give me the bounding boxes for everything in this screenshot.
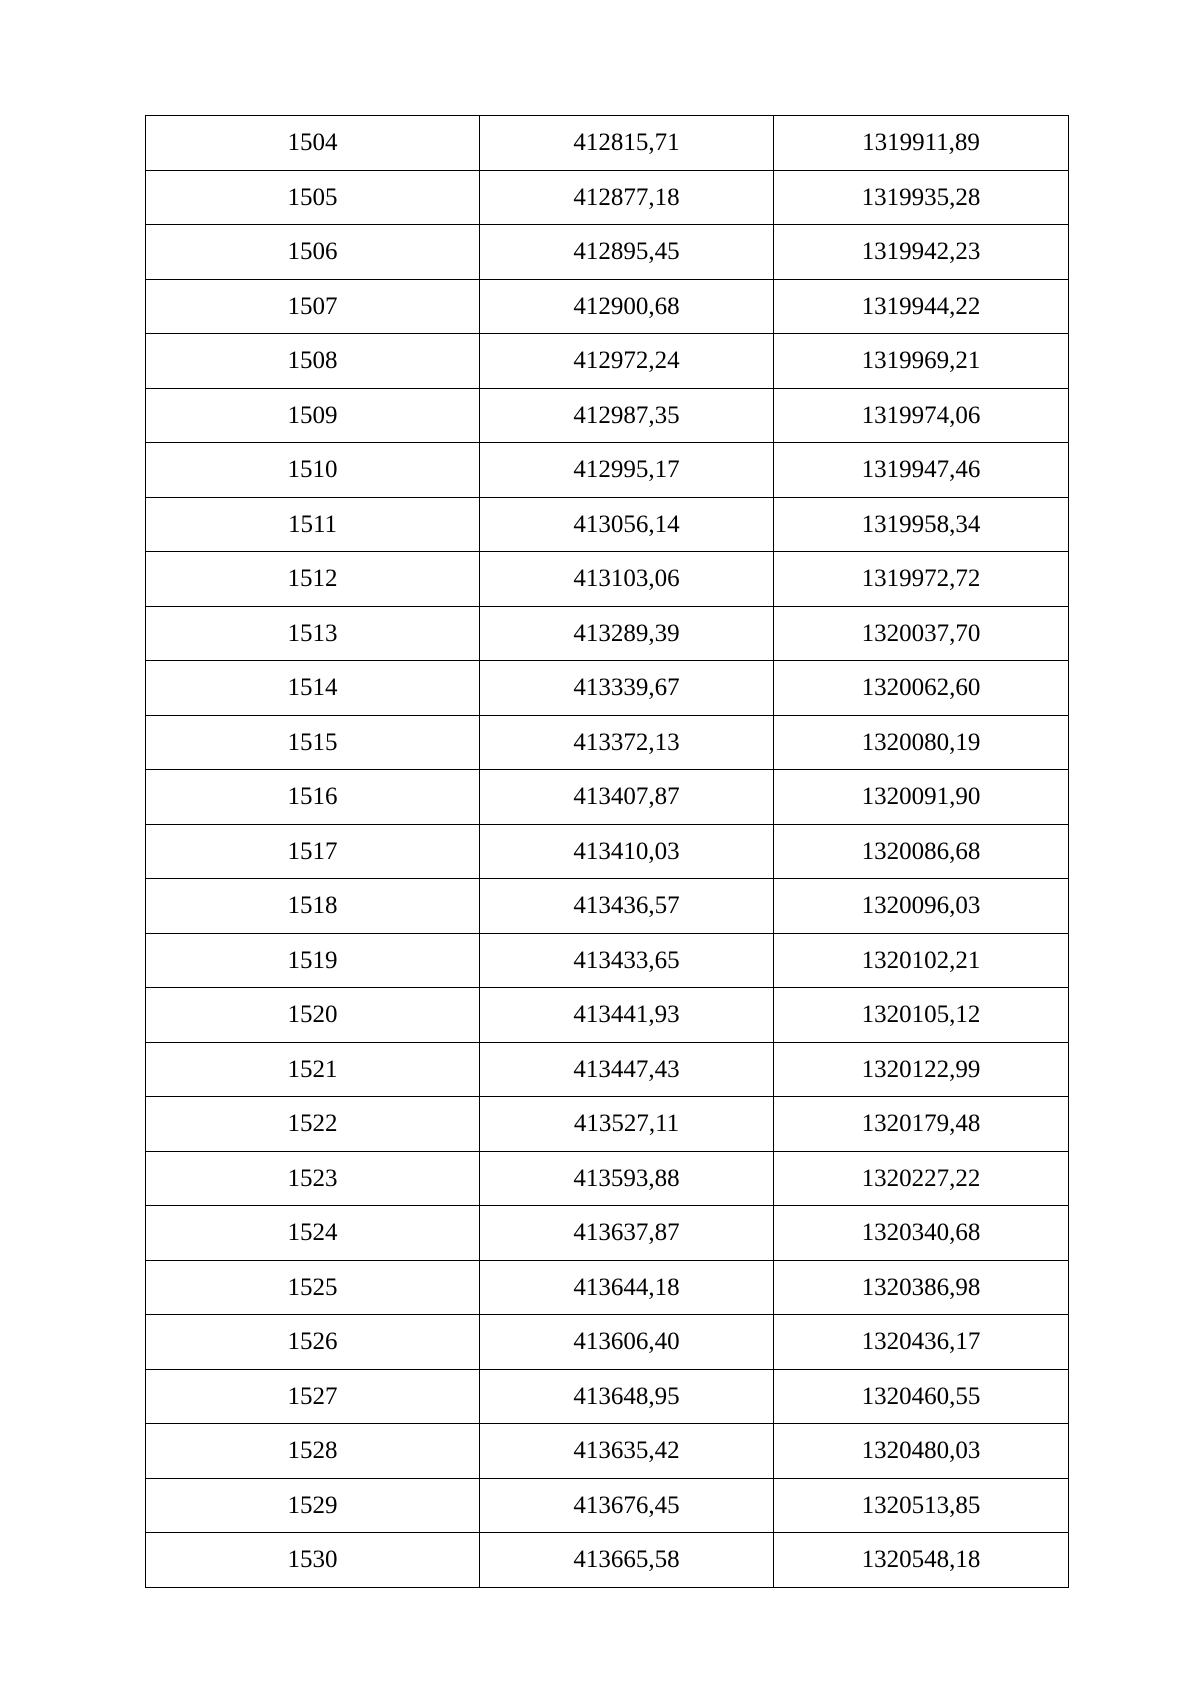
table-row (146, 1424, 1069, 1479)
x-coordinate-cell: 413339,67 (480, 661, 774, 716)
table-row (146, 170, 1069, 225)
x-coordinate-cell: 412815,71 (480, 116, 774, 171)
point-number-cell: 1528 (146, 1424, 480, 1479)
table-row (146, 1206, 1069, 1261)
table-row (146, 279, 1069, 334)
point-number-cell: 1507 (146, 279, 480, 334)
table-row (146, 933, 1069, 988)
table-row (146, 1042, 1069, 1097)
point-number-cell: 1530 (146, 1533, 480, 1588)
y-coordinate-cell: 1320062,60 (774, 661, 1069, 716)
y-coordinate-cell: 1319947,46 (774, 443, 1069, 498)
point-number-cell: 1518 (146, 879, 480, 934)
point-number-cell: 1521 (146, 1042, 480, 1097)
x-coordinate-cell: 413407,87 (480, 770, 774, 825)
table-row (146, 661, 1069, 716)
point-number-cell: 1519 (146, 933, 480, 988)
table-row (146, 1315, 1069, 1370)
table-row (146, 1151, 1069, 1206)
point-number-cell: 1515 (146, 715, 480, 770)
y-coordinate-cell: 1319942,23 (774, 225, 1069, 280)
y-coordinate-cell: 1319972,72 (774, 552, 1069, 607)
y-coordinate-cell: 1320548,18 (774, 1533, 1069, 1588)
coordinates-table-body (146, 116, 1069, 1588)
x-coordinate-cell: 413289,39 (480, 606, 774, 661)
x-coordinate-cell: 413593,88 (480, 1151, 774, 1206)
coordinates-table (145, 115, 1069, 1588)
x-coordinate-cell: 413665,58 (480, 1533, 774, 1588)
point-number-cell: 1504 (146, 116, 480, 171)
y-coordinate-cell: 1320436,17 (774, 1315, 1069, 1370)
x-coordinate-cell: 413436,57 (480, 879, 774, 934)
table-row (146, 334, 1069, 389)
y-coordinate-cell: 1319974,06 (774, 388, 1069, 443)
point-number-cell: 1512 (146, 552, 480, 607)
point-number-cell: 1510 (146, 443, 480, 498)
x-coordinate-cell: 413433,65 (480, 933, 774, 988)
x-coordinate-cell: 412900,68 (480, 279, 774, 334)
y-coordinate-cell: 1320460,55 (774, 1369, 1069, 1424)
point-number-cell: 1517 (146, 824, 480, 879)
point-number-cell: 1526 (146, 1315, 480, 1370)
point-number-cell: 1514 (146, 661, 480, 716)
point-number-cell: 1513 (146, 606, 480, 661)
point-number-cell: 1508 (146, 334, 480, 389)
y-coordinate-cell: 1319911,89 (774, 116, 1069, 171)
point-number-cell: 1522 (146, 1097, 480, 1152)
point-number-cell: 1529 (146, 1478, 480, 1533)
table-row (146, 1369, 1069, 1424)
table-row (146, 1478, 1069, 1533)
y-coordinate-cell: 1320179,48 (774, 1097, 1069, 1152)
table-row (146, 715, 1069, 770)
x-coordinate-cell: 412972,24 (480, 334, 774, 389)
x-coordinate-cell: 413447,43 (480, 1042, 774, 1097)
x-coordinate-cell: 413676,45 (480, 1478, 774, 1533)
table-row (146, 497, 1069, 552)
point-number-cell: 1509 (146, 388, 480, 443)
y-coordinate-cell: 1320513,85 (774, 1478, 1069, 1533)
table-row (146, 552, 1069, 607)
x-coordinate-cell: 412895,45 (480, 225, 774, 280)
x-coordinate-cell: 413648,95 (480, 1369, 774, 1424)
x-coordinate-cell: 413527,11 (480, 1097, 774, 1152)
y-coordinate-cell: 1319944,22 (774, 279, 1069, 334)
x-coordinate-cell: 413056,14 (480, 497, 774, 552)
y-coordinate-cell: 1320091,90 (774, 770, 1069, 825)
x-coordinate-cell: 413441,93 (480, 988, 774, 1043)
x-coordinate-cell: 413372,13 (480, 715, 774, 770)
table-row (146, 1097, 1069, 1152)
x-coordinate-cell: 413635,42 (480, 1424, 774, 1479)
point-number-cell: 1505 (146, 170, 480, 225)
table-row (146, 225, 1069, 280)
x-coordinate-cell: 413637,87 (480, 1206, 774, 1261)
table-row (146, 116, 1069, 171)
y-coordinate-cell: 1320227,22 (774, 1151, 1069, 1206)
table-row (146, 824, 1069, 879)
table-row (146, 879, 1069, 934)
x-coordinate-cell: 413410,03 (480, 824, 774, 879)
y-coordinate-cell: 1320102,21 (774, 933, 1069, 988)
point-number-cell: 1511 (146, 497, 480, 552)
y-coordinate-cell: 1320037,70 (774, 606, 1069, 661)
y-coordinate-cell: 1320122,99 (774, 1042, 1069, 1097)
table-row (146, 606, 1069, 661)
point-number-cell: 1527 (146, 1369, 480, 1424)
table-row (146, 1260, 1069, 1315)
y-coordinate-cell: 1319969,21 (774, 334, 1069, 389)
table-row (146, 988, 1069, 1043)
point-number-cell: 1524 (146, 1206, 480, 1261)
point-number-cell: 1523 (146, 1151, 480, 1206)
y-coordinate-cell: 1320480,03 (774, 1424, 1069, 1479)
y-coordinate-cell: 1320105,12 (774, 988, 1069, 1043)
y-coordinate-cell: 1320080,19 (774, 715, 1069, 770)
point-number-cell: 1506 (146, 225, 480, 280)
y-coordinate-cell: 1320086,68 (774, 824, 1069, 879)
y-coordinate-cell: 1320340,68 (774, 1206, 1069, 1261)
x-coordinate-cell: 412995,17 (480, 443, 774, 498)
table-row (146, 1533, 1069, 1588)
y-coordinate-cell: 1320096,03 (774, 879, 1069, 934)
y-coordinate-cell: 1320386,98 (774, 1260, 1069, 1315)
y-coordinate-cell: 1319935,28 (774, 170, 1069, 225)
x-coordinate-cell: 413103,06 (480, 552, 774, 607)
y-coordinate-cell: 1319958,34 (774, 497, 1069, 552)
table-row (146, 443, 1069, 498)
x-coordinate-cell: 412877,18 (480, 170, 774, 225)
x-coordinate-cell: 412987,35 (480, 388, 774, 443)
point-number-cell: 1520 (146, 988, 480, 1043)
point-number-cell: 1525 (146, 1260, 480, 1315)
point-number-cell: 1516 (146, 770, 480, 825)
table-row (146, 770, 1069, 825)
x-coordinate-cell: 413644,18 (480, 1260, 774, 1315)
x-coordinate-cell: 413606,40 (480, 1315, 774, 1370)
table-row (146, 388, 1069, 443)
